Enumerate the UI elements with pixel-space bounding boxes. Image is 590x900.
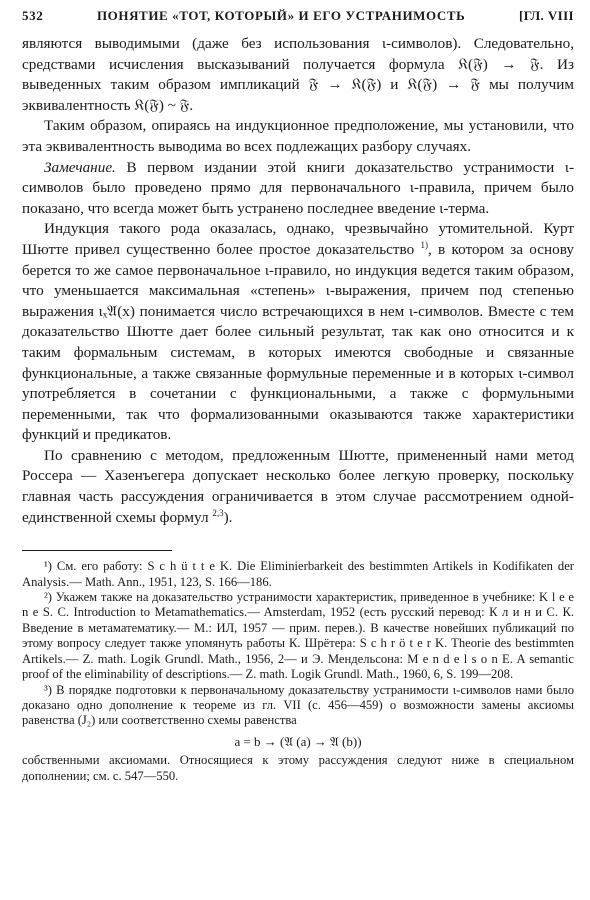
footnote-3-continuation: собственными аксиомами. Относящиеся к этому рассуждения следуют ниже в специальном дополнении; см. с. 547—550.: [22, 753, 574, 783]
equality-schema-formula: a = b → (𝔄 (a) → 𝔄 (b)): [234, 733, 362, 749]
footnote-1: ¹) См. его работу: S c h ü t t e K. Die Eliminierbarkeit des bestimmten Artikels in Kodifikaten der Analysis.— Math. Ann., 1951, 123, S. 166—186.: [22, 559, 574, 589]
book-page: [22, 8, 574, 784]
paragraph-5-end: ).: [223, 508, 233, 526]
footnote-divider: [22, 550, 172, 551]
paragraph-5: [22, 446, 574, 528]
page-header: [22, 8, 574, 34]
main-text: [22, 34, 574, 528]
remark-label: Замечание.: [44, 158, 116, 176]
paragraph-4-start: Индукция такого рода оказалась, однако, чрезвычайно утомительной. Курт Шютте привел существенно более простое доказательство: [22, 220, 574, 258]
paragraph-5-start: По сравнению с методом, предложенным Шютте, примененный нами метод Россера — Хазенъегера допускает несколько более легкую проверку, поскольку главная часть рассуждения ограничивается в этом случае рассмотрением одной-единственной схемы формул: [22, 446, 574, 526]
remark-text: В первом издании этой книги доказательство устранимости ι-символов было проведено прямо для первоначального ι-правила, причем было показано, что всегда может быть устранено последнее введение ι-терма.: [22, 158, 574, 217]
footnote-ref-1: 1): [420, 239, 428, 250]
footnote-2: ²) Укажем также на доказательство устранимости характеристик, приведенное в учебнике: K l e e n e S. C. Introduction to Metamathematics.— Amsterdam, 1952 (есть русский перевод: К л и н и С. К. Введение в метаматематику.— М.: ИЛ, 1957 — прим. перев.). В качестве новейших публикаций по этому вопросу следует также упомянуть работы К. Шрётера: S c h r ö t e r K. Theorie des bestimmten Artikels.— Z. math. Logik Grundl. Math., 1956, 2— и Э. Мендельсона: M e n d e l s o n E. A semantic proof of the eliminability of descriptions.— Z. math. Logik Grundl. Math., 1960, 6, S. 199—208.: [22, 590, 574, 682]
chapter-marker: [ГЛ. VIII: [519, 8, 574, 23]
page-number: 532: [22, 8, 44, 23]
paragraph-remark: [22, 158, 574, 220]
paragraph-1: являются выводимыми (даже без использования ι-символов). Следовательно, средствами исчисления высказываний получается формула 𝔎(𝔉) → 𝔉. Из выведенных таким образом импликаций 𝔉 → 𝔎(𝔉) и 𝔎(𝔉) → 𝔉 мы получим эквивалентность 𝔎(𝔉) ~ 𝔉.: [22, 35, 574, 114]
footnotes: [22, 559, 574, 784]
paragraph-4-rest: , в котором за основу берется то же самое первоначальное ι-правило, но индукция ведется таким образом, что уменьшается максимальная «степень» ι-выражения, причем под степенью выражения ιₓ𝔄(x) понимается число встречающихся в нем ι-символов. Вместе с тем доказательство Шютте дает более сильный результат, так как оно относится и к таким формальным системам, в которых имеются свободные и связанные функциональные, а также связанные формульные переменные и в которых ι-символ употребляется в сочетании с функциональными, а также с формульными переменными, так что формализованными оказываются также характеристики функций и предикатов.: [22, 240, 574, 444]
footnote-ref-2-3: 2,3: [212, 507, 224, 518]
paragraph-2: Таким образом, опираясь на индукционное предположение, мы установили, что эта эквивалентность выводима во всех подлежащих разбору случаях.: [22, 117, 574, 155]
footnote-3: ³) В порядке подготовки к первоначальному доказательству устранимости ι-символов нами было доказано одно дополнение к теореме из гл. VII (с. 456—459) о возможности замены аксиомы равенства (J₂) или соответственно схемы равенства: [22, 682, 574, 728]
running-title: ПОНЯТИЕ «ТОТ, КОТОРЫЙ» И ЕГО УСТРАНИМОСТЬ: [96, 8, 466, 23]
paragraph-4: [22, 219, 574, 446]
